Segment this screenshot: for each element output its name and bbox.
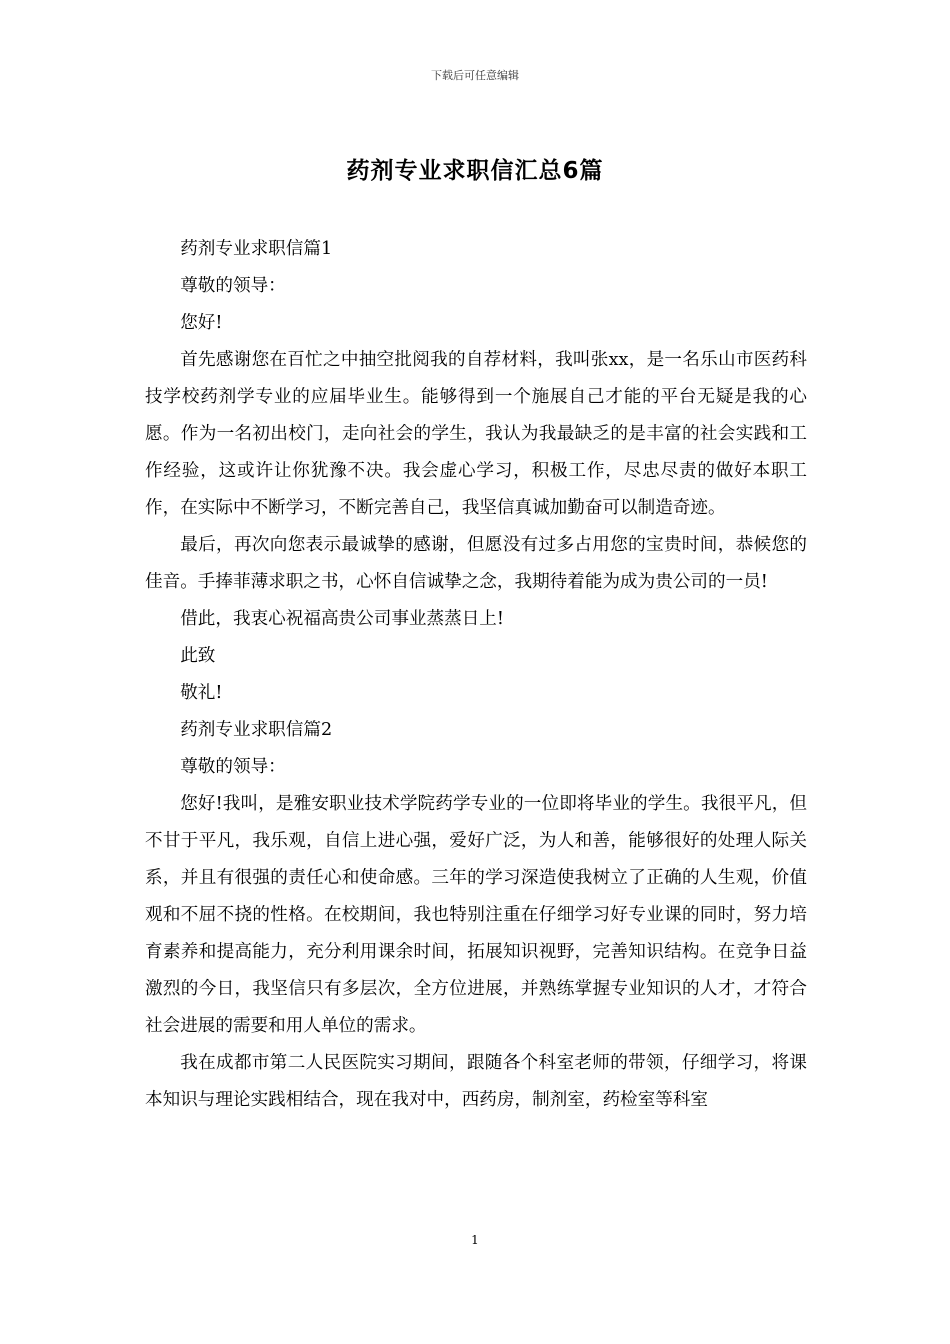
- section-heading-1: 药剂专业求职信篇1: [180, 239, 333, 259]
- body-paragraph: 借此，我衷心祝福高贵公司事业蒸蒸日上!: [180, 609, 504, 629]
- salutation: 尊敬的领导：: [180, 276, 286, 296]
- body-paragraph: 最后，再次向您表示最诚挚的感谢，但愿没有过多占用您的宝贵时间，恭候您的佳音。手捧菲薄求职之书，心怀自信诚挚之念，我期待着能为成为贵公司的一员!: [145, 535, 807, 592]
- document-body: [145, 231, 807, 1119]
- page-number: 1: [471, 1233, 479, 1247]
- section-heading-2: 药剂专业求职信篇2: [180, 720, 333, 740]
- closing: 敬礼!: [180, 683, 223, 703]
- salutation: 尊敬的领导：: [180, 757, 286, 777]
- body-paragraph: 我在成都市第二人民医院实习期间，跟随各个科室老师的带领，仔细学习，将课本知识与理论实践相结合，现在我对中，西药房，制剂室，药检室等科室: [145, 1053, 807, 1110]
- body-paragraph: 您好!我叫，是雅安职业技术学院药学专业的一位即将毕业的学生。我很平凡，但不甘于平凡，我乐观，自信上进心强，爱好广泛，为人和善，能够很好的处理人际关系，并且有很强的责任心和使命感。三年的学习深造使我树立了正确的人生观，价值观和不屈不挠的性格。在校期间，我也特别注重在仔细学习好专业课的同时，努力培育素养和提高能力，充分利用课余时间，拓展知识视野，完善知识结构。在竞争日益激烈的今日，我坚信只有多层次，全方位进展，并熟练掌握专业知识的人才，才符合社会进展的需要和用人单位的需求。: [145, 794, 807, 1036]
- header-note: 下载后可任意编辑: [431, 69, 519, 82]
- document-title: 药剂专业求职信汇总6篇: [346, 158, 604, 184]
- greeting: 您好!: [180, 313, 223, 333]
- body-paragraph: 首先感谢您在百忙之中抽空批阅我的自荐材料，我叫张xx，是一名乐山市医药科技学校药剂学专业的应届毕业生。能够得到一个施展自己才能的平台无疑是我的心愿。作为一名初出校门，走向社会的学生，我认为我最缺乏的是丰富的社会实践和工作经验，这或许让你犹豫不决。我会虚心学习，积极工作，尽忠尽责的做好本职工作，在实际中不断学习，不断完善自己，我坚信真诚加勤奋可以制造奇迹。: [145, 350, 807, 518]
- closing: 此致: [180, 646, 216, 666]
